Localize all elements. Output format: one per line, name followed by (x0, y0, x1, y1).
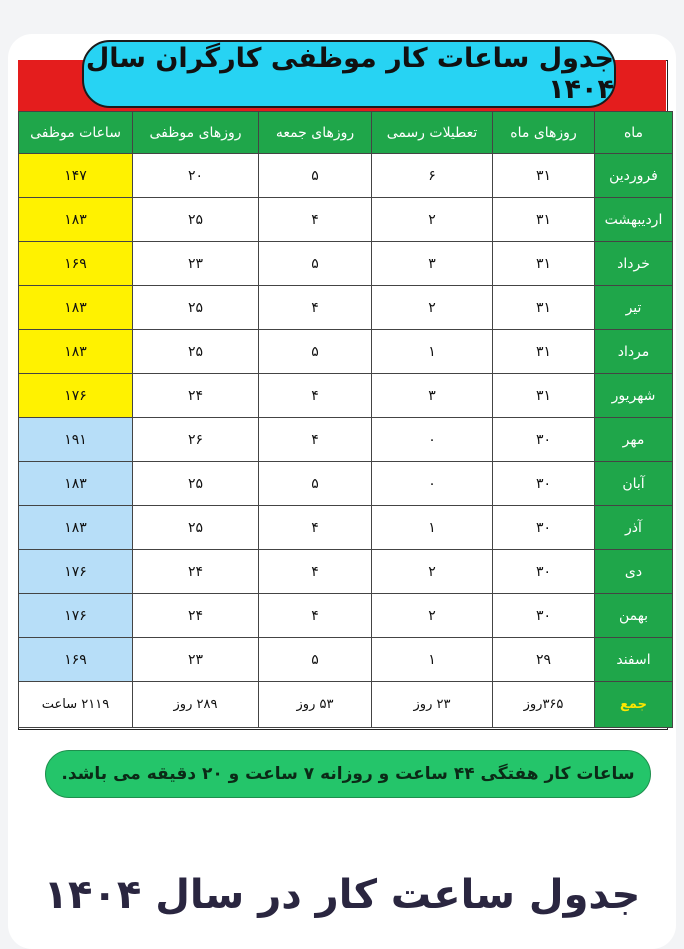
cell-holidays: ۳ (372, 374, 493, 418)
cell-holidays: ۲ (372, 286, 493, 330)
cell-month-name: بهمن (595, 594, 673, 638)
header-required-hours: ساعات موظفی (19, 112, 133, 154)
total-label: جمع (595, 682, 673, 728)
header-month-days: روزهای ماه (493, 112, 595, 154)
totals-row (19, 682, 673, 728)
cell-required-days: ۲۳ (133, 638, 259, 682)
cell-fridays: ۵ (259, 154, 372, 198)
cell-required-hours: ۱۸۳ (19, 462, 133, 506)
cell-month-name: دی (595, 550, 673, 594)
cell-required-days: ۲۶ (133, 418, 259, 462)
cell-required-hours: ۱۹۱ (19, 418, 133, 462)
cell-required-days: ۲۴ (133, 374, 259, 418)
table-header-row (19, 112, 673, 154)
cell-fridays: ۴ (259, 506, 372, 550)
table-row (19, 550, 673, 594)
cell-required-hours: ۱۸۳ (19, 198, 133, 242)
cell-month-days: ۳۰ (493, 506, 595, 550)
cell-fridays: ۵ (259, 330, 372, 374)
cell-month-name: اردیبهشت (595, 198, 673, 242)
cell-required-days: ۲۵ (133, 462, 259, 506)
header-holidays: تعطیلات رسمی (372, 112, 493, 154)
header-required-days: روزهای موظفی (133, 112, 259, 154)
cell-month-name: آذر (595, 506, 673, 550)
cell-fridays: ۴ (259, 374, 372, 418)
cell-required-days: ۲۴ (133, 594, 259, 638)
cell-required-hours: ۱۸۳ (19, 506, 133, 550)
cell-month-days: ۳۱ (493, 330, 595, 374)
cell-fridays: ۴ (259, 286, 372, 330)
cell-fridays: ۵ (259, 638, 372, 682)
cell-holidays: ۲ (372, 198, 493, 242)
table-row (19, 374, 673, 418)
cell-required-days: ۲۴ (133, 550, 259, 594)
cell-required-days: ۲۵ (133, 198, 259, 242)
cell-month-name: فروردین (595, 154, 673, 198)
cell-required-days: ۲۵ (133, 330, 259, 374)
cell-required-days: ۲۵ (133, 286, 259, 330)
table-row (19, 198, 673, 242)
table-row (19, 462, 673, 506)
cell-holidays: ۰ (372, 418, 493, 462)
total-month-days: ۳۶۵روز (493, 682, 595, 728)
cell-fridays: ۴ (259, 594, 372, 638)
total-fridays: ۵۳ روز (259, 682, 372, 728)
cell-month-days: ۳۱ (493, 374, 595, 418)
cell-holidays: ۱ (372, 506, 493, 550)
work-hours-table (18, 111, 673, 728)
cell-fridays: ۴ (259, 550, 372, 594)
cell-month-days: ۳۰ (493, 462, 595, 506)
cell-month-days: ۳۱ (493, 198, 595, 242)
table-row (19, 638, 673, 682)
cell-holidays: ۲ (372, 594, 493, 638)
table-row (19, 418, 673, 462)
cell-month-name: اسفند (595, 638, 673, 682)
table-row (19, 506, 673, 550)
cell-fridays: ۴ (259, 418, 372, 462)
table-row (19, 330, 673, 374)
cell-month-name: تیر (595, 286, 673, 330)
cell-month-days: ۳۱ (493, 286, 595, 330)
table-row (19, 154, 673, 198)
cell-required-hours: ۱۶۹ (19, 638, 133, 682)
total-hours: ۲۱۱۹ ساعت (19, 682, 133, 728)
cell-required-hours: ۱۴۷ (19, 154, 133, 198)
weekly-hours-note: ساعات کار هفتگی ۴۴ ساعت و روزانه ۷ ساعت و ۲۰ دقیقه می باشد. (45, 750, 651, 798)
cell-month-days: ۳۱ (493, 242, 595, 286)
caption-title: جدول ساعت کار در سال ۱۴۰۴ (43, 872, 641, 918)
cell-required-hours: ۱۷۶ (19, 594, 133, 638)
cell-required-hours: ۱۷۶ (19, 374, 133, 418)
cell-month-days: ۳۰ (493, 418, 595, 462)
cell-month-days: ۳۰ (493, 550, 595, 594)
cell-required-hours: ۱۶۹ (19, 242, 133, 286)
cell-holidays: ۱ (372, 330, 493, 374)
cell-required-hours: ۱۷۶ (19, 550, 133, 594)
cell-holidays: ۰ (372, 462, 493, 506)
cell-month-name: خرداد (595, 242, 673, 286)
cell-month-days: ۲۹ (493, 638, 595, 682)
cell-month-name: مهر (595, 418, 673, 462)
cell-required-days: ۲۰ (133, 154, 259, 198)
cell-month-name: مرداد (595, 330, 673, 374)
cell-holidays: ۳ (372, 242, 493, 286)
total-days: ۲۸۹ روز (133, 682, 259, 728)
cell-holidays: ۲ (372, 550, 493, 594)
cell-fridays: ۵ (259, 462, 372, 506)
cell-month-name: شهریور (595, 374, 673, 418)
table-row (19, 286, 673, 330)
cell-holidays: ۶ (372, 154, 493, 198)
cell-required-days: ۲۵ (133, 506, 259, 550)
header-fridays: روزهای جمعه (259, 112, 372, 154)
cell-month-days: ۳۱ (493, 154, 595, 198)
table-row (19, 242, 673, 286)
cell-month-days: ۳۰ (493, 594, 595, 638)
table-row (19, 594, 673, 638)
cell-required-days: ۲۳ (133, 242, 259, 286)
header-month: ماه (595, 112, 673, 154)
cell-fridays: ۵ (259, 242, 372, 286)
cell-holidays: ۱ (372, 638, 493, 682)
cell-required-hours: ۱۸۳ (19, 330, 133, 374)
total-holidays: ۲۳ روز (372, 682, 493, 728)
cell-fridays: ۴ (259, 198, 372, 242)
cell-month-name: آبان (595, 462, 673, 506)
page-title: جدول ساعات کار موظفی کارگران سال ۱۴۰۴ (82, 40, 616, 108)
cell-required-hours: ۱۸۳ (19, 286, 133, 330)
